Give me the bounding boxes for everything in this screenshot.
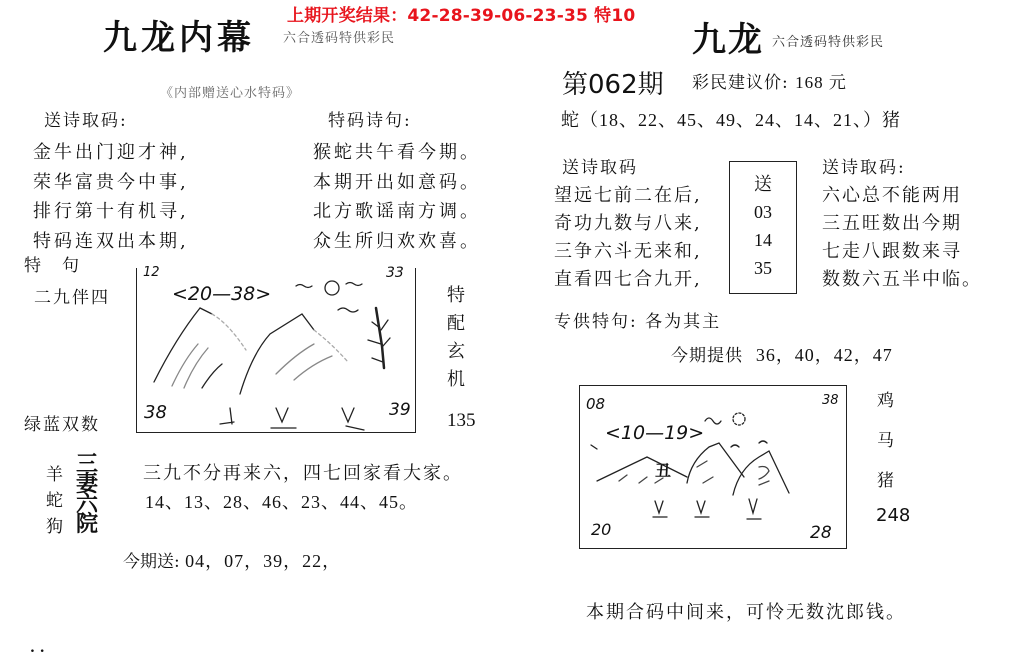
- poem-line: 直看四七合九开,: [554, 269, 702, 290]
- left-poem-a: [33, 138, 189, 256]
- left-poem-a-heading: 送诗取码:: [44, 111, 128, 131]
- left-poem-b-heading: 特码诗句:: [328, 111, 412, 131]
- poem-line: 奇功九数与八来,: [554, 213, 702, 234]
- poem-line: 荣华富贵今中事,: [33, 171, 189, 193]
- left-pic-corner-tl: 12: [143, 265, 160, 280]
- right-subtitle: 六合透码特供彩民: [772, 35, 885, 50]
- left-verse-numbers: 14、13、28、46、23、44、45。: [145, 492, 418, 512]
- right-pic-corner-tl: 08: [586, 395, 606, 413]
- right-side-number: 248: [876, 505, 911, 526]
- left-subtitle: 六合透码特供彩民: [283, 31, 396, 46]
- poem-line: 众生所归欢欢喜。: [313, 230, 481, 252]
- poem-line: 本期开出如意码。: [313, 171, 481, 193]
- price-value: 168 元: [795, 73, 847, 92]
- right-poem-a-heading: 送诗取码: [562, 158, 638, 178]
- right-mountain-sketch: [579, 385, 845, 547]
- send-number: 14: [754, 230, 772, 250]
- special-phrase-label: 专供特句:: [554, 312, 638, 332]
- poem-line: 七走八跟数来寻: [822, 241, 962, 262]
- left-caption: 《内部赠送心水特码》: [160, 86, 301, 101]
- left-zodiac-col: [46, 462, 63, 540]
- left-pic-corner-br: 39: [389, 400, 411, 420]
- poem-line: 猴蛇共午看今期。: [313, 142, 481, 163]
- today-send-numbers: 04，07，39，22，: [185, 551, 342, 571]
- issue-number: 第062期: [562, 70, 664, 100]
- right-poem-a: [554, 182, 702, 294]
- poem-line: 三争六斗无来和,: [554, 241, 702, 262]
- price-label: 彩民建议价:: [692, 73, 789, 93]
- poem-line: 金牛出门迎才神,: [33, 142, 189, 163]
- banner-special: 特10: [594, 6, 636, 26]
- today-send: [123, 547, 341, 573]
- banner-numbers: 42-28-39-06-23-35: [407, 6, 589, 26]
- right-side-vertical: [877, 381, 896, 501]
- left-pic-range: <20—38>: [172, 283, 272, 305]
- side-char: 特: [447, 285, 468, 306]
- right-pic-corner-bl: 20: [591, 520, 612, 539]
- zodiac-char: 狗: [46, 517, 63, 537]
- side-char: 马: [877, 431, 896, 451]
- big-char: 六: [76, 492, 99, 517]
- send-number: 03: [754, 202, 772, 222]
- big-char: 三: [76, 452, 99, 477]
- special-phrase-text: 各为其主: [645, 312, 722, 332]
- last-draw-banner: [287, 1, 635, 26]
- right-poem-b: [822, 182, 982, 294]
- right-title: 九龙: [692, 20, 764, 60]
- send-number: 35: [754, 258, 772, 278]
- green-blue-even: 绿蓝双数: [24, 415, 100, 435]
- special-phrase-text: 二九伴四: [34, 288, 110, 308]
- right-special-phrase: [554, 307, 721, 332]
- zodiac-number-line: 蛇（18、22、45、49、24、14、21、）猪: [561, 110, 901, 130]
- poem-line: 数数六五半中临。: [822, 269, 982, 290]
- banner-label: 上期开奖结果：: [287, 6, 408, 26]
- poem-line: 望远七前二在后,: [554, 185, 702, 206]
- send-box-label: 送: [754, 174, 772, 194]
- side-char: 鸡: [877, 391, 896, 411]
- zodiac-char: 羊: [46, 465, 63, 485]
- zodiac-char: 蛇: [46, 491, 63, 511]
- left-verse: 三九不分再来六，四七回家看大家。: [143, 463, 463, 484]
- closing-verse: 本期合码中间来，可怜无数沈郎钱。: [586, 602, 906, 623]
- right-pic-range: <10—19>: [605, 422, 705, 444]
- left-side-vertical: [447, 282, 468, 394]
- big-char: 妻: [76, 472, 99, 497]
- poem-line: 六心总不能两用: [822, 185, 962, 206]
- left-pic-corner-bl: 38: [144, 402, 167, 423]
- right-pic-corner-tr: 38: [822, 393, 839, 408]
- special-phrase-heading: 特 句: [24, 256, 81, 276]
- today-send-label: 今期送:: [123, 552, 180, 572]
- send-box-content: [730, 170, 796, 282]
- today-provide: [671, 341, 893, 367]
- poem-line: 三五旺数出今期: [822, 213, 962, 234]
- poem-line: 排行第十有机寻,: [33, 201, 189, 222]
- left-mountain-sketch: [136, 268, 414, 432]
- send-box: [729, 161, 797, 294]
- side-char: 机: [447, 369, 468, 390]
- today-provide-numbers: 36，40，42，47: [755, 345, 893, 365]
- side-char: 猪: [877, 471, 896, 491]
- side-char: 配: [447, 313, 468, 334]
- right-pic-mid-char: 丑: [655, 461, 672, 480]
- right-pic-corner-br: 28: [810, 523, 832, 543]
- poem-line: 北方歌谣南方调。: [313, 201, 481, 222]
- left-side-number: 135: [447, 410, 476, 431]
- footer-marks: . .: [30, 640, 45, 656]
- side-char: 玄: [447, 341, 468, 362]
- left-pic-corner-tr: 33: [386, 265, 404, 281]
- right-poem-b-heading: 送诗取码:: [822, 158, 906, 178]
- today-provide-label: 今期提供: [671, 346, 743, 366]
- left-poem-b: [313, 138, 481, 256]
- poem-line: 特码连双出本期,: [33, 230, 189, 252]
- left-title: 九龙内幕: [103, 18, 255, 58]
- big-vertical-phrase: [76, 452, 99, 537]
- price: [692, 68, 847, 93]
- big-char: 院: [76, 512, 99, 537]
